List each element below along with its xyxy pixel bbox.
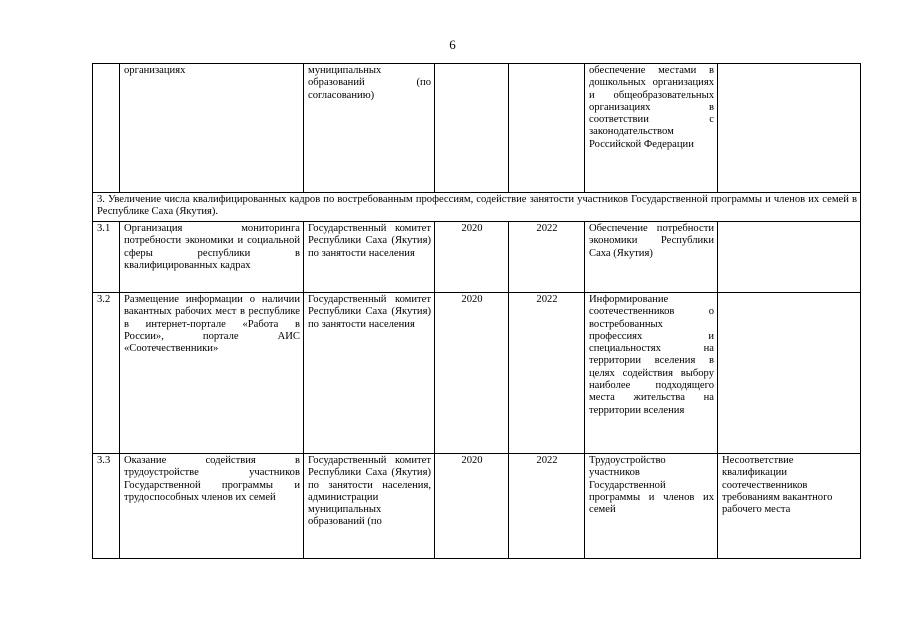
cell-start-year: 2020 [435, 454, 509, 559]
cell-num: 3.2 [93, 293, 120, 454]
cell-num [93, 64, 120, 193]
cell-measure: Размещение информации о наличии вакантных рабочих мест в республике в интернет-портале «Работа в России», портале АИС «Соотечественники» [120, 293, 304, 454]
cell-risk: Несоответствие квалификации соотечественников требованиям вакантного рабочего места [718, 454, 861, 559]
section-title: 3. Увеличение числа квалифицированных кадров по востребованным профессиям, содействие занятости участников Государственной программы и членов их семей в Республике Саха (Якутия). [93, 193, 861, 222]
cell-result: Трудоустройство участников Государственной программы и членов их семей [585, 454, 718, 559]
cell-measure: организациях [120, 64, 304, 193]
cell-start-year: 2020 [435, 222, 509, 293]
table-row [93, 293, 861, 454]
page-number: 6 [449, 37, 456, 52]
cell-executor: Государственный комитет Республики Саха (Якутия) по занятости населения [304, 222, 435, 293]
cell-num: 3.1 [93, 222, 120, 293]
cell-end-year: 2022 [509, 293, 585, 454]
cell-measure: Оказание содействия в трудоустройстве участников Государственной программы и трудоспособных членов их семей [120, 454, 304, 559]
table-row [93, 454, 861, 559]
table-row-continuation [93, 64, 861, 193]
cell-result: Информирование соотечественников о востребованных профессиях и специальностях на территории вселения в целях содействия выбору наиболее подходящего места жительства на территории вселения [585, 293, 718, 454]
cell-risk [718, 64, 861, 193]
cell-risk [718, 293, 861, 454]
cell-executor: муниципальных образований (по согласованию) [304, 64, 435, 193]
cell-end-year [509, 64, 585, 193]
table-row [93, 222, 861, 293]
cell-num: 3.3 [93, 454, 120, 559]
measures-table [92, 63, 861, 559]
cell-executor: Государственный комитет Республики Саха (Якутия) по занятости населения, администрации муниципальных образований (по [304, 454, 435, 559]
section-header-row [93, 193, 861, 222]
cell-risk [718, 222, 861, 293]
cell-start-year [435, 64, 509, 193]
cell-executor: Государственный комитет Республики Саха (Якутия) по занятости населения [304, 293, 435, 454]
cell-result: Обеспечение потребности экономики Республики Саха (Якутия) [585, 222, 718, 293]
cell-result: обеспечение местами в дошкольных организациях и общеобразовательных организациях в соответствии с законодательством Российской Федерации [585, 64, 718, 193]
cell-measure: Организация мониторинга потребности экономики и социальной сферы республики в квалифицированных кадрах [120, 222, 304, 293]
cell-end-year: 2022 [509, 222, 585, 293]
cell-end-year: 2022 [509, 454, 585, 559]
cell-start-year: 2020 [435, 293, 509, 454]
